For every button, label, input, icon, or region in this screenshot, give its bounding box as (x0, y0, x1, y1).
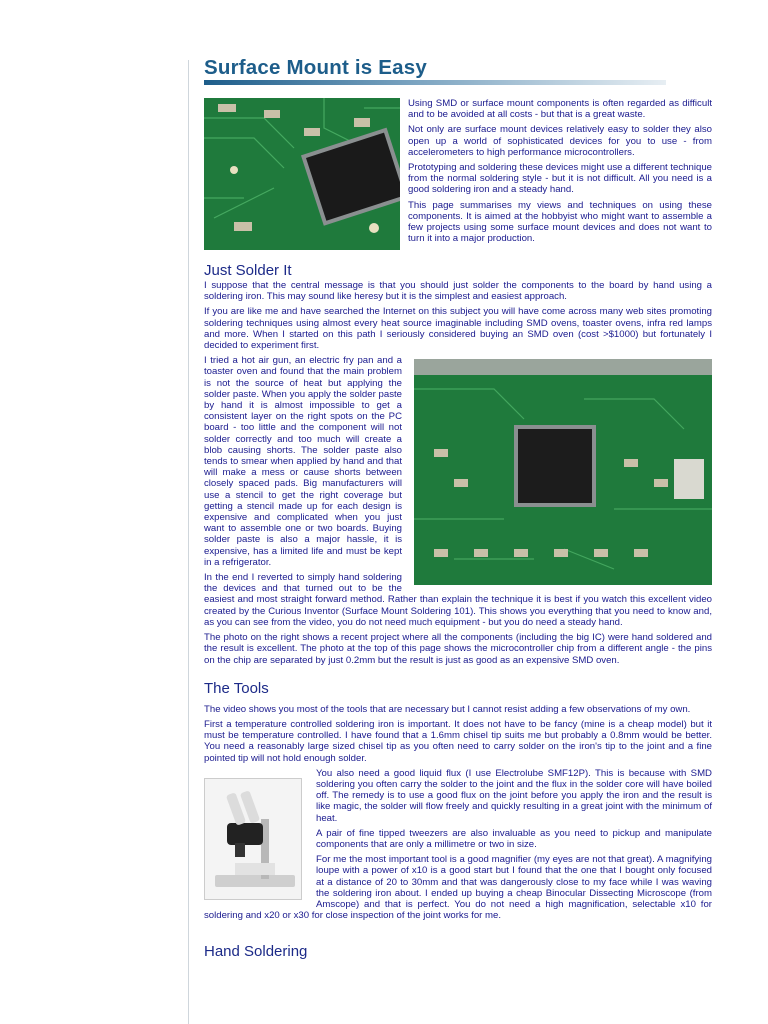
tools-paragraph-3: You also need a good liquid flux (I use Electrolube SMF12P). This is because with SMD soldering you often carry the solder to the joint and the flux in the solder core will have boiled off. The remedy is to use a good flux on the joint before you apply the iron and the result is like magic, the solder will flow freely and quickly resulting in a great joint with the minimum of heat. (316, 767, 712, 824)
pcb-closeup-photo (204, 98, 400, 250)
heading-just-solder-it: Just Solder It (204, 262, 292, 279)
page-title: Surface Mount is Easy (204, 56, 427, 79)
intro-paragraph-3: Prototyping and soldering these devices might use a different technique from the normal soldering style - but it is not difficult. All you need is a good soldering iron and a steady hand. (408, 162, 712, 196)
article (204, 56, 712, 961)
mcu-board-photo (414, 359, 712, 585)
heading-hand-soldering: Hand Soldering (204, 943, 308, 961)
tools-paragraph-1: The video shows you most of the tools that are necessary but I cannot resist adding a few observations of my own. (204, 703, 691, 715)
page-divider (188, 60, 189, 1024)
tools-paragraph-4: A pair of fine tipped tweezers are also invaluable as you need to pickup and manipulate components that are only a millimetre or two in size. (316, 827, 712, 850)
solder-paragraph-4: In the end I reverted to simply hand soldering the devices and that turned out to be the easiest and most straight forward method. Rather than explain the technique it is best if you watch this excellent video created by the Curious Inventor (Surface Mount Soldering 101). This shows you everything that you need to know and, as you can see from the video, you do not need much equipment - but you do need a steady hand. (204, 572, 712, 628)
microscope-photo (204, 778, 302, 900)
intro-paragraph-1: Using SMD or surface mount components is often regarded as difficult and to be avoided at all costs - but that is a great waste. (408, 98, 712, 121)
tools-paragraph-2: First a temperature controlled soldering iron is important. It does not have to be fancy (mine is a cheap model) but it must be temperature controlled. I have found that a 1.6mm chisel tip suits me but probably a 0.8mm would be better. You need a reasonably large sized chisel tip as you often need to carry solder on the iron's tip to the joint and a fine pointed tip will not hold enough solder. (204, 718, 712, 764)
solder-paragraph-5: The photo on the right shows a recent project where all the components (including the big IC) were hand soldered and the result is excellent. The photo at the top of this page shows the microcontroller chip from a different angle - the pins on the chip are separated by just 0.2mm but the result is just as good as an expensive SMD oven. (204, 632, 712, 666)
tools-paragraph-5: For me the most important tool is a good magnifier (my eyes are not that great). A magnifying loupe with a power of x10 is a good start but I found that the one that I bought only focused at a distance of 20 to 30mm and that was dangerously close to my face while I was waving the soldering iron about. I ended up buying a cheap Binocular Dissecting Microscope (from Amscope) and that is perfect. You do not need a high magnification, selectable x10 for soldering and x20 or x30 for close inspection of the joint works for me. (204, 854, 712, 922)
intro-paragraph-4: This page summarises my views and techniques on using these components. It is aimed at the hobbyist who might want to assemble a few projects using some surface mount devices and does not want to turn it into a major production. (408, 199, 712, 245)
solder-paragraph-1: I suppose that the central message is that you should just solder the components to the board by hand using a soldering iron. This may sound like heresy but it is the simplest and easiest approach. (204, 280, 712, 303)
solder-paragraph-3: I tried a hot air gun, an electric fry pan and a toaster oven and found that the main problem is not the source of heat but applying the solder paste. When you apply the solder paste by hand it is almost impossible to get a consistent layer on the right spots on the PC board - too little and the component will not solder correctly and too much will create a blob causing shorts. The solder paste also tends to smear when applied by hand and that will make a mess or cause shorts between closely spaced pads. Big manufacturers will use a stencil to get the right coverage but getting a stencil made up for each design is expensive and complicated when you just want to assemble one or two boards. Buying solder paste is also a major hassle, it is expensive, has a limited life and must be kept in a refrigerator. (204, 355, 402, 568)
heading-the-tools: The Tools (204, 679, 269, 697)
solder-paragraph-2: If you are like me and have searched the Internet on this subject you will have come across many web sites promoting soldering techniques using almost every heat source imaginable including SMD ovens, toaster ovens, infra red lamps and more. When I started on this path I seriously considered buying an SMD oven (cost >$1000) but fortunately I decided to experiment first. (204, 306, 712, 352)
intro-paragraph-2: Not only are surface mount devices relatively easy to solder they also open up a world of sophisticated devices for you to use - from accelerometers to high performance microcontrollers. (408, 124, 712, 158)
